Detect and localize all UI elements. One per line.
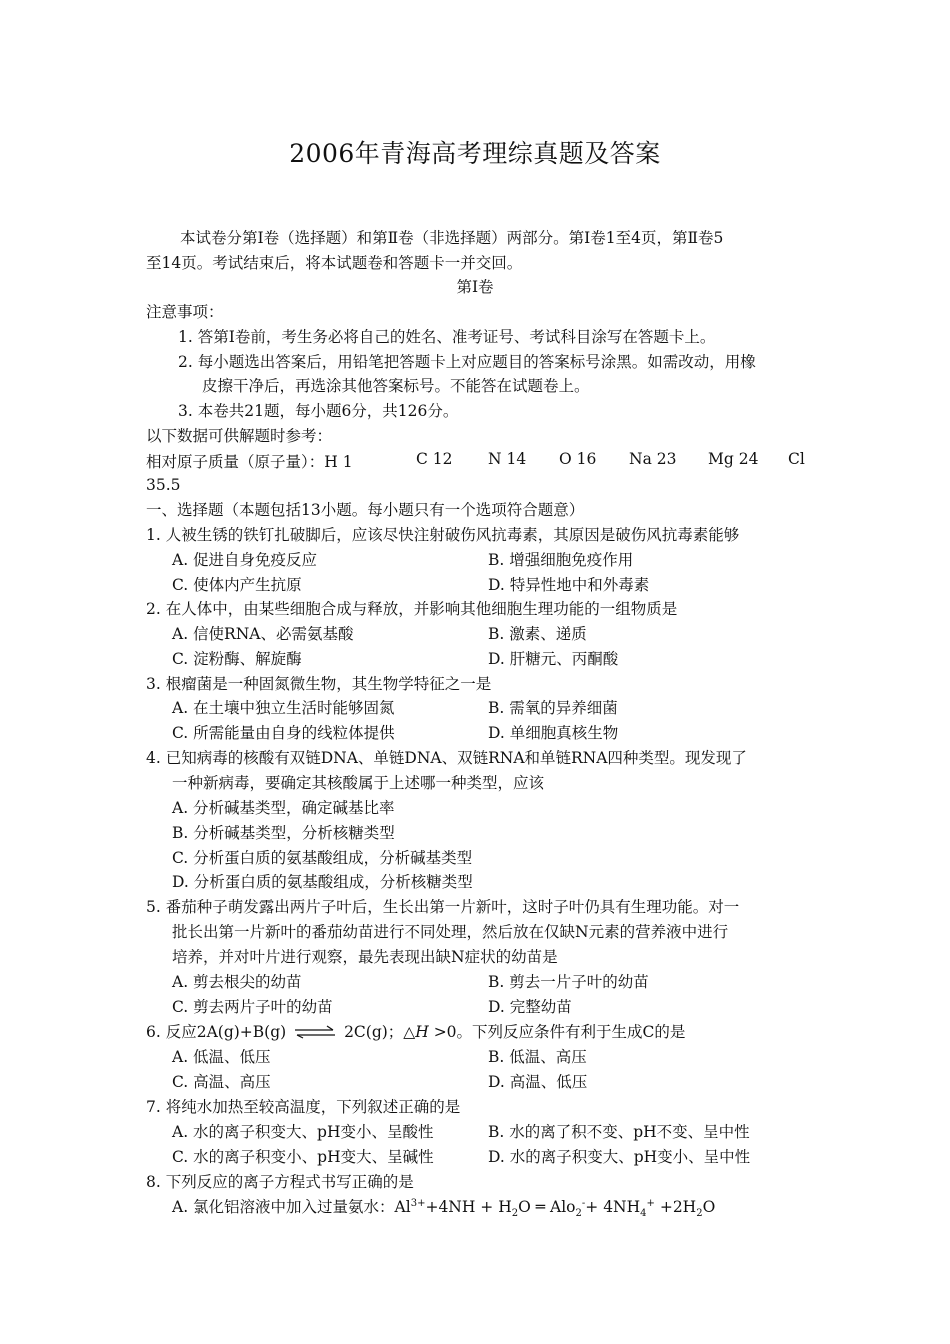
question-6-reactants: 6. 反应2A(g)+B(g) [146,1023,287,1041]
question-7-option-d: D. 水的离子积变大、pH变小、呈中性 [488,1148,751,1166]
question-4-option-d: D. 分析蛋白质的氨基酸组成，分析核糖类型 [172,873,473,891]
atomic-mass-mg: Mg 24 [708,450,759,468]
notice-item-1: 1. 答第Ⅰ卷前，考生务必将自己的姓名、准考证号、考试科目涂写在答题卡上。 [178,328,716,346]
question-1-option-b: B. 增强细胞免疫作用 [488,551,634,569]
question-4-stem-1: 4. 已知病毒的核酸有双链DNA、单链DNA、双链RNA和单链RNA四种类型。现发现了 [146,749,747,767]
charge-superscript: 3+ [410,1197,426,1209]
equation-part: O ═ Alo [518,1198,576,1216]
question-3-option-b: B. 需氧的异养细菌 [488,699,618,717]
question-5-option-c: C. 剪去两片子叶的幼苗 [172,998,333,1016]
charge-superscript: + [646,1197,655,1209]
question-4-option-c: C. 分析蛋白质的氨基酸组成，分析碱基类型 [172,849,473,867]
question-3-option-c: C. 所需能量由自身的线粒体提供 [172,724,395,742]
question-3-stem: 3. 根瘤菌是一种固氮微生物，其生物学特征之一是 [146,675,492,693]
question-5-stem-1: 5. 番茄种子萌发露出两片子叶后，生长出第一片新叶，这时子叶仍具有生理功能。对一 [146,898,740,916]
equilibrium-arrows-icon [293,1025,337,1039]
question-5-option-b: B. 剪去一片子叶的幼苗 [488,973,649,991]
question-1-option-c: C. 使体内产生抗原 [172,576,302,594]
volume-title: 第Ⅰ卷 [456,278,494,296]
atomic-mass-na: Na 23 [629,450,677,468]
equation-part: + 4NH [585,1198,641,1216]
atomic-mass-cl: Cl [788,450,805,468]
question-6-option-a: A. 低温、低压 [172,1048,271,1066]
atomic-mass-o: O 16 [559,450,597,468]
question-2-option-b: B. 激素、递质 [488,625,587,643]
subscript: 2 [575,1208,582,1220]
question-1-option-d: D. 特异性地中和外毒素 [488,576,650,594]
equation-part: +2H [654,1198,697,1216]
question-4-stem-2: 一种新病毒，要确定其核酸属于上述哪一种类型，应该 [172,774,545,792]
question-6-products: 2C(g)；△ [344,1023,416,1041]
question-4-option-a: A. 分析碱基类型，确定碱基比率 [172,799,395,817]
question-1-option-a: A. 促进自身免疫反应 [172,551,318,569]
intro-line-1: 本试卷分第Ⅰ卷（选择题）和第Ⅱ卷（非选择题）两部分。第Ⅰ卷1至4页，第Ⅱ卷5 [180,229,724,247]
question-8-stem: 8. 下列反应的离子方程式书写正确的是 [146,1173,414,1191]
reference-heading: 以下数据可供解题时参考： [146,427,333,445]
question-7-option-a: A. 水的离子积变大、pH变小、呈酸性 [172,1123,434,1141]
question-3-option-a: A. 在土壤中独立生活时能够固氮 [172,699,395,717]
notice-item-2b: 皮擦干净后，再选涂其他答案标号。不能答在试题卷上。 [202,377,590,395]
atomic-mass-n: N 14 [488,450,527,468]
question-5-stem-2: 批长出第一片新叶的番茄幼苗进行不同处理，然后放在仅缺N元素的营养液中进行 [172,923,729,941]
question-2-option-c: C. 淀粉酶、解旋酶 [172,650,302,668]
question-8-option-a [172,1197,716,1220]
question-6-option-b: B. 低温、高压 [488,1048,587,1066]
atomic-mass-c: C 12 [416,450,453,468]
atomic-mass-label: 相对原子质量（原子量）：H 1 [146,453,353,471]
question-7-option-b: B. 水的离了积不变、pH不变、呈中性 [488,1123,750,1141]
subscript: 2 [511,1208,519,1220]
question-2-option-a: A. 信使RNA、必需氨基酸 [172,625,354,643]
equation-part: O [702,1198,716,1216]
question-2-option-d: D. 肝糖元、丙酮酸 [488,650,619,668]
equation-part: +4NH + H [425,1198,512,1216]
question-5-option-a: A. 剪去根尖的幼苗 [172,973,302,991]
question-6-condition: >0。下列反应条件有利于生成C的是 [428,1023,686,1041]
question-7-stem: 7. 将纯水加热至较高温度，下列叙述正确的是 [146,1098,461,1116]
subscript: 4 [640,1208,647,1220]
question-6-option-d: D. 高温、低压 [488,1073,588,1091]
question-6-stem [146,1022,685,1042]
notice-item-3: 3. 本卷共21题，每小题6分，共126分。 [178,402,459,420]
question-6-enthalpy-symbol: H [415,1023,429,1041]
atomic-mass-cl-value: 35.5 [146,476,181,494]
question-7-option-c: C. 水的离子积变小、pH变大、呈碱性 [172,1148,434,1166]
question-4-option-b: B. 分析碱基类型，分析核糖类型 [172,824,395,842]
page-title: 2006年青海高考理综真题及答案 [289,139,661,168]
notice-item-2a: 2. 每小题选出答案后，用铅笔把答题卡上对应题目的答案标号涂黑。如需改动，用橡 [178,353,756,371]
question-3-option-d: D. 单细胞真核生物 [488,724,619,742]
subscript: 2 [696,1208,703,1220]
notice-heading: 注意事项： [146,303,224,321]
question-5-option-d: D. 完整幼苗 [488,998,572,1016]
question-2-stem: 2. 在人体中，由某些细胞合成与释放，并影响其他细胞生理功能的一组物质是 [146,600,678,618]
question-6-option-c: C. 高温、高压 [172,1073,271,1091]
intro-line-2: 至14页。考试结束后，将本试题卷和答题卡一并交回。 [146,254,523,272]
question-1-stem: 1. 人被生锈的铁钉扎破脚后，应该尽快注射破伤风抗毒素，其原因是破伤风抗毒素能够 [146,526,740,544]
charge-superscript: - [581,1197,586,1209]
question-5-stem-3: 培养，并对叶片进行观察，最先表现出缺N症状的幼苗是 [172,948,558,966]
question-8-option-a-text: A. 氯化铝溶液中加入过量氨水：Al [172,1198,411,1216]
section-heading: 一、选择题（本题包括13小题。每小题只有一个选项符合题意） [146,501,585,519]
